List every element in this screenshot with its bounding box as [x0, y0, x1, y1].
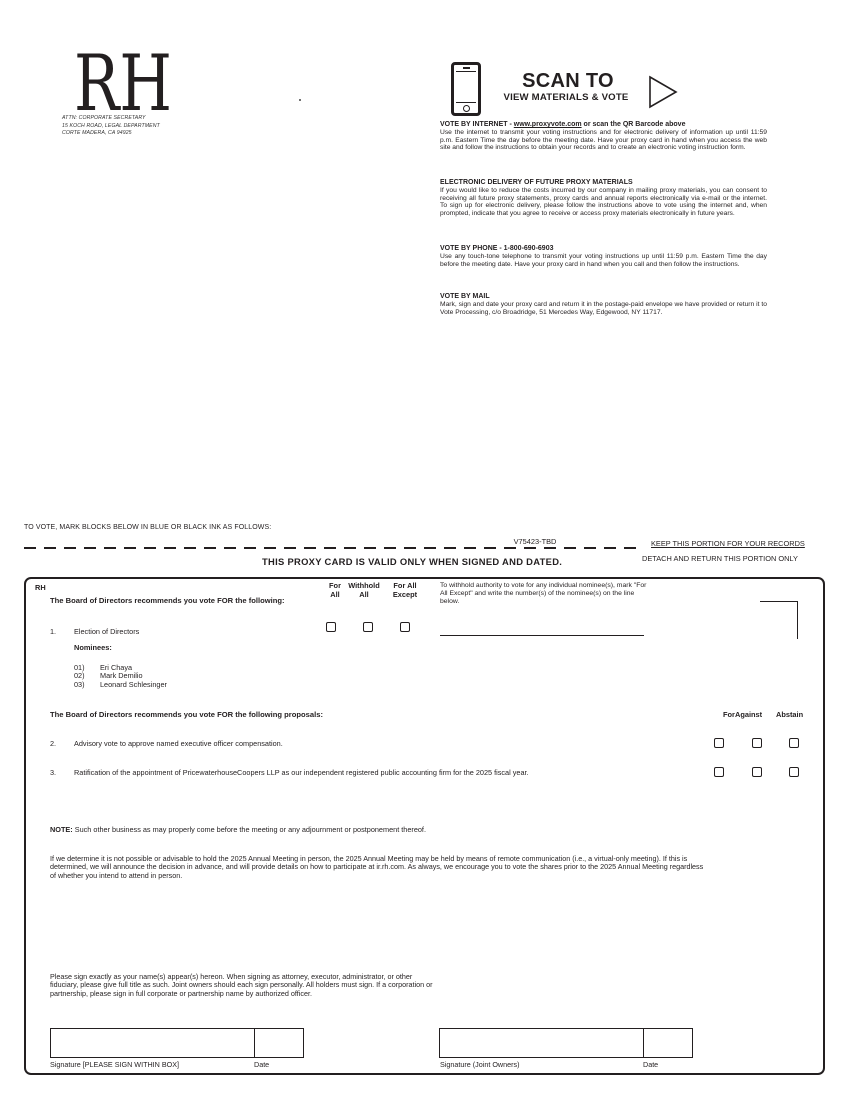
mark-instruction: TO VOTE, MARK BLOCKS BELOW IN BLUE OR BLACK INK AS FOLLOWS: — [24, 524, 272, 531]
for-all-except-checkbox[interactable] — [400, 622, 410, 632]
proxyvote-link[interactable]: www.proxyvote.com — [513, 121, 582, 128]
item-2-abstain-checkbox[interactable] — [789, 738, 799, 748]
item-3-against-checkbox[interactable] — [752, 767, 762, 777]
corner-registration-mark — [760, 601, 798, 639]
phone-icon — [451, 62, 481, 116]
nominee-number-line[interactable] — [440, 635, 644, 636]
withhold-all-checkbox[interactable] — [363, 622, 373, 632]
detach-dashed-line — [24, 547, 644, 549]
item-3-abstain-checkbox[interactable] — [789, 767, 799, 777]
nominee-list — [74, 664, 167, 689]
address-line: 15 KOCH ROAD, LEGAL DEPARTMENT — [62, 122, 160, 129]
edelivery-heading: ELECTRONIC DELIVERY OF FUTURE PROXY MATERIALS — [440, 179, 633, 186]
signature-label: Signature [PLEASE SIGN WITHIN BOX] — [50, 1060, 180, 1069]
col-for-all-except: For All Except — [392, 581, 418, 599]
address-line: ATTN: CORPORATE SECRETARY — [62, 115, 146, 121]
board-recommendation-directors: The Board of Directors recommends you vote FOR the following: — [50, 596, 285, 605]
scan-subtitle: VIEW MATERIALS & VOTE — [503, 92, 629, 103]
detach-return-label: DETACH AND RETURN THIS PORTION ONLY — [642, 554, 798, 563]
signature-box[interactable] — [50, 1028, 255, 1058]
item-3-proposal: 3. Ratification of the appointment of PricewaterhouseCoopers LLP as our independent registered public accounting firm for the 2025 fiscal year. — [50, 768, 529, 777]
note: NOTE: Such other business as may properly come before the meeting or any adjournment or postponement thereof. — [50, 825, 426, 834]
joint-date-box[interactable] — [643, 1028, 693, 1058]
signing-instructions: Please sign exactly as your name(s) appear(s) hereon. When signing as attorney, executor, administrator, or other fiduciary, please give full title as such. Joint owners should each sign personally. All holders must sign. If a corporation or partnership, please sign in full corporate or partnership name by authorized officer. — [50, 972, 433, 998]
signature-date-box[interactable] — [254, 1028, 304, 1058]
joint-date-label: Date — [643, 1060, 659, 1069]
item-3-for-checkbox[interactable] — [714, 767, 724, 777]
item-2-against-checkbox[interactable] — [752, 738, 762, 748]
logo-text: RH — [74, 44, 172, 116]
job-code: V75423-TBD — [480, 537, 590, 546]
internet-heading: VOTE BY INTERNET - www.proxyvote.com or scan the QR Barcode above — [440, 121, 686, 128]
registration-dot — [299, 99, 301, 101]
col-for: For — [723, 710, 735, 719]
joint-signature-label: Signature (Joint Owners) — [440, 1060, 520, 1069]
phone-heading: VOTE BY PHONE - 1-800-690-6903 — [440, 245, 554, 252]
list-item: 03) Leonard Schlesinger — [74, 679, 167, 689]
address-line: CORTE MADERA, CA 94925 — [62, 130, 132, 137]
withhold-instruction: To withhold authority to vote for any individual nominee(s), mark "For All Except" and write the number(s) of the nominee(s) on the line below. — [440, 582, 647, 605]
vote-by-phone — [440, 245, 767, 268]
keep-portion-label: KEEP THIS PORTION FOR YOUR RECORDS — [651, 539, 805, 548]
play-arrow-icon — [648, 75, 678, 109]
item-1-election: 1. Election of Directors — [50, 627, 140, 636]
item-2-proposal: 2. Advisory vote to approve named executive officer compensation. — [50, 739, 283, 748]
phone-body: Use any touch-tone telephone to transmit your voting instructions up until 11:59 p.m. Eastern Time the day before the meeting date. Have your proxy card in hand when you call and then follow the instructions. — [440, 252, 767, 268]
return-address — [62, 115, 160, 138]
electronic-delivery — [440, 179, 767, 218]
col-withhold-all: Withhold All — [348, 581, 380, 599]
virtual-meeting-notice: If we determine it is not possible or advisable to hold the 2025 Annual Meeting in person, the 2025 Annual Meeting may be held by means of remote communication (i.e., a virtual-only meeting). If this is determined, we will announce the decision in advance, and will provide details on how to participate at ir.rh.com. As always, we encourage you to vote the shares prior to the 2025 Annual Meeting regardless of whether you intend to attend in person. — [50, 854, 704, 880]
mail-heading: VOTE BY MAIL — [440, 293, 490, 300]
vote-by-mail — [440, 293, 767, 316]
scan-title: SCAN TO — [522, 70, 614, 92]
joint-signature-box[interactable] — [439, 1028, 644, 1058]
card-company: RH — [35, 583, 46, 592]
item-2-for-checkbox[interactable] — [714, 738, 724, 748]
edelivery-body: If you would like to reduce the costs incurred by our company in mailing proxy materials, you can consent to receiving all future proxy statements, proxy cards and annual reports electronically via e-mail or the internet. To sign up for electronic delivery, please follow the instructions above to vote using the internet and, when prompted, indicate that you agree to receive or access proxy materials electronically in future years. — [440, 186, 767, 218]
date-label: Date — [254, 1060, 270, 1069]
mail-body: Mark, sign and date your proxy card and return it in the postage-paid envelope we have provided or return it to Vote Processing, c/o Broadridge, 51 Mercedes Way, Edgewood, NY 11717. — [440, 300, 767, 316]
col-abstain: Abstain — [776, 710, 804, 719]
list-item: 02) Mark Demilio — [74, 671, 143, 681]
valid-when-signed: THIS PROXY CARD IS VALID ONLY WHEN SIGNED AND DATED. — [262, 556, 563, 567]
vote-by-internet — [440, 121, 767, 152]
board-recommendation-proposals: The Board of Directors recommends you vote FOR the following proposals: — [50, 710, 323, 719]
nominees-label: Nominees: — [74, 643, 112, 652]
rh-logo — [74, 44, 174, 116]
for-all-checkbox[interactable] — [326, 622, 336, 632]
internet-body: Use the internet to transmit your voting instructions and for electronic delivery of information up until 11:59 p.m. Eastern Time the day before the meeting date. Have your proxy card in hand when you access the web site and follow the instructions to obtain your records and to create an electronic voting instruction form. — [440, 128, 767, 152]
list-item: 01) Eri Chaya — [74, 663, 133, 672]
col-against: Against — [735, 710, 763, 719]
col-for-all: For All — [329, 581, 341, 599]
